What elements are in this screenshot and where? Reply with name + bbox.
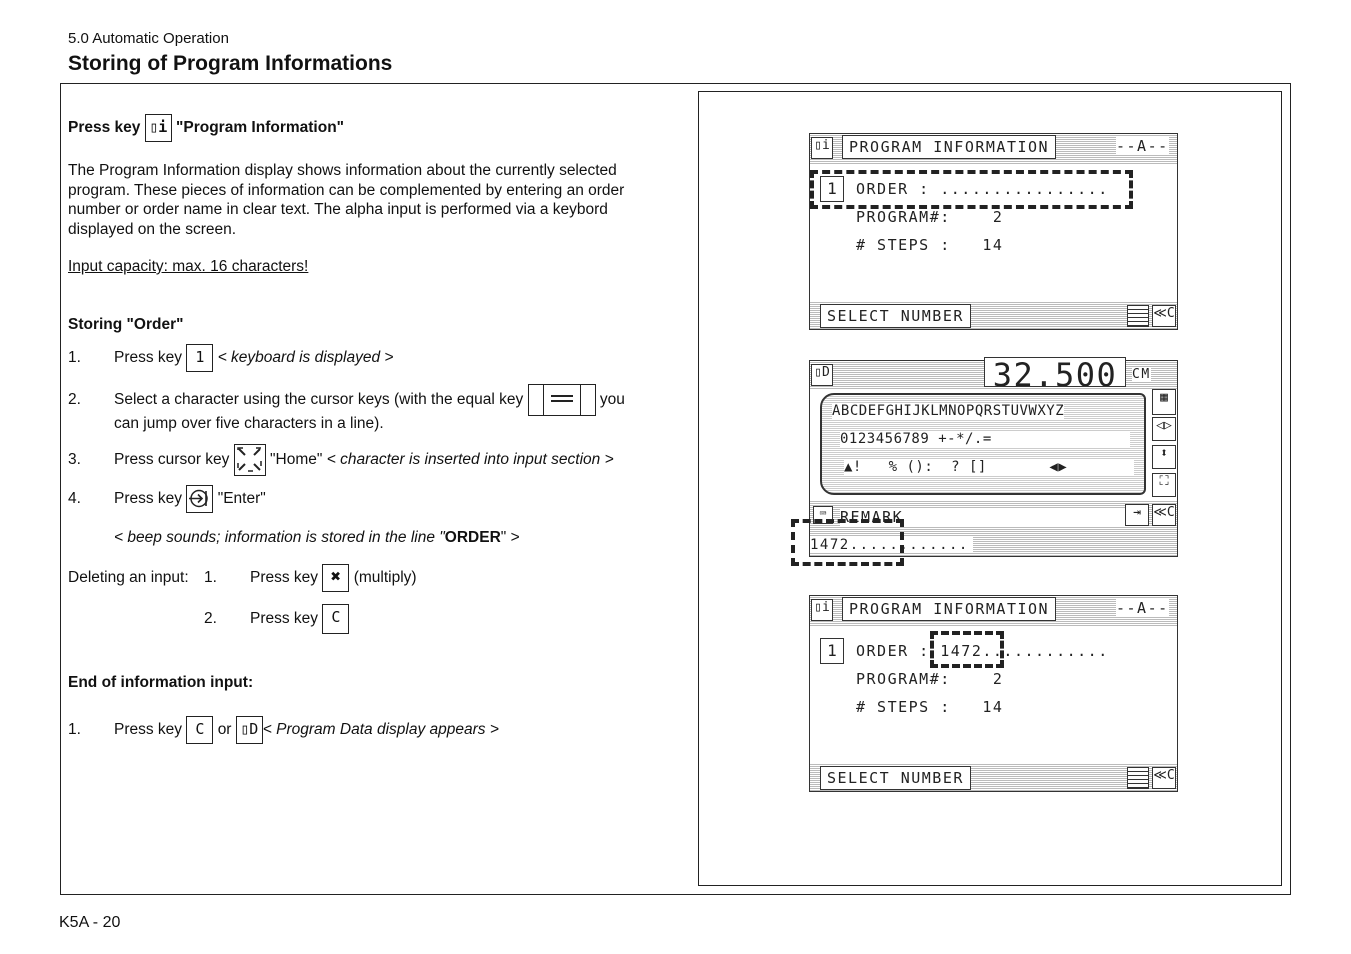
remark-label: REMARK (840, 508, 1136, 526)
clear-key-icon: C (322, 604, 349, 634)
home-cursor-key-icon (234, 444, 266, 476)
enter-icon: ⇥ (1125, 504, 1149, 526)
deleting-step-2: 2. Press key C (204, 604, 349, 634)
highlight-order-line (810, 170, 1133, 209)
highlight-input-value (791, 519, 904, 566)
storing-step-2: 2. Select a character using the cursor keys (with the equal key you (68, 384, 625, 416)
back-clear-icon: ≪C (1152, 305, 1176, 327)
steps-line: # STEPS : 14 (856, 236, 1004, 254)
select-number-label: SELECT NUMBER (820, 766, 971, 790)
mode-tag: --A-- (1116, 137, 1169, 155)
screen-program-information-2 (809, 595, 1178, 792)
grid-icon (1127, 767, 1149, 789)
page-title: Storing of Program Informations (68, 52, 393, 75)
info-tab-icon: ▯i (811, 599, 833, 621)
mode-tag: --A-- (1116, 599, 1169, 617)
up-down-icon: ⬍ (1152, 445, 1176, 469)
storing-step-3: 3. Press cursor key "Home" < character is inserted into input section > (68, 444, 614, 476)
clear-key-icon: C (186, 716, 213, 744)
one-key-icon: 1 (186, 344, 213, 372)
select-number-label: SELECT NUMBER (820, 304, 971, 328)
equal-key-icon (528, 384, 596, 416)
enter-key-icon (186, 485, 213, 513)
beep-note: < beep sounds; information is stored in the line "ORDER" > (114, 529, 520, 546)
storing-step-2-continued: can jump over five characters in a line). (114, 415, 384, 432)
back-clear-icon: ≪C (1152, 767, 1176, 789)
deleting-step-1: Deleting an input: 1. Press key ✖ (multiply) (68, 564, 417, 592)
storing-heading: Storing "Order" (68, 316, 184, 333)
keyboard-row-digits: 0123456789 +-*/.= (840, 431, 1130, 447)
steps-line: # STEPS : 14 (856, 698, 1004, 716)
keyboard-row-letters: ABCDEFGHIJKLMNOPQRSTUVWXYZ (832, 403, 1065, 419)
keyboard-icon: ⌨ (813, 506, 833, 524)
highlight-order-value (930, 631, 1004, 668)
length-readout: 32.500 (984, 357, 1126, 387)
home-icon: ⛶ (1152, 473, 1176, 497)
order-line: ORDER : 1472............ (856, 642, 1109, 660)
page-number: K5A - 20 (59, 914, 121, 931)
data-tab-icon: ▯D (811, 364, 833, 386)
input-capacity-note: Input capacity: max. 16 characters! (68, 258, 309, 275)
screen-title: PROGRAM INFORMATION (842, 135, 1056, 159)
keyboard-row-symbols: ▲! % (): ? [] ◀▶ (844, 459, 1134, 475)
keyboard-grid-icon: ▦ (1152, 389, 1176, 415)
back-clear-icon: ≪C (1152, 504, 1176, 526)
order-line: ORDER : ................ (856, 180, 1109, 198)
unit-label: CM (1132, 367, 1151, 382)
press-info-key-line: Press key ▯i "Program Information" (68, 114, 344, 142)
left-right-icon: ◁▷ (1152, 417, 1176, 441)
grid-icon (1127, 305, 1149, 327)
multiply-key-icon: ✖ (322, 564, 349, 592)
program-number-line: PROGRAM#: 2 (856, 670, 1004, 688)
remark-input-value: 1472............ (810, 537, 973, 553)
end-step-1: 1. Press key C or ▯D < Program Data display appears > (68, 716, 499, 744)
order-number-box: 1 (820, 638, 844, 664)
screen-title: PROGRAM INFORMATION (842, 597, 1056, 621)
section-label: 5.0 Automatic Operation (68, 30, 229, 47)
storing-step-4: 4. Press key "Enter" (68, 485, 266, 513)
program-number-line: PROGRAM#: 2 (856, 208, 1004, 226)
end-heading: End of information input: (68, 674, 254, 691)
info-tab-icon: ▯i (811, 137, 833, 159)
info-key-icon: ▯i (145, 114, 172, 142)
order-number-box: 1 (820, 176, 844, 202)
screen-program-information-1 (809, 133, 1178, 330)
storing-step-1: 1. Press key 1 < keyboard is displayed > (68, 344, 393, 372)
intro-description: The Program Information display shows information about the currently selected program. These pieces of information can be complemented by entering an order number or order name in clear text. The alpha input is performed via a keybord displayed on the screen. (68, 162, 625, 238)
data-key-icon: ▯D (236, 716, 263, 744)
